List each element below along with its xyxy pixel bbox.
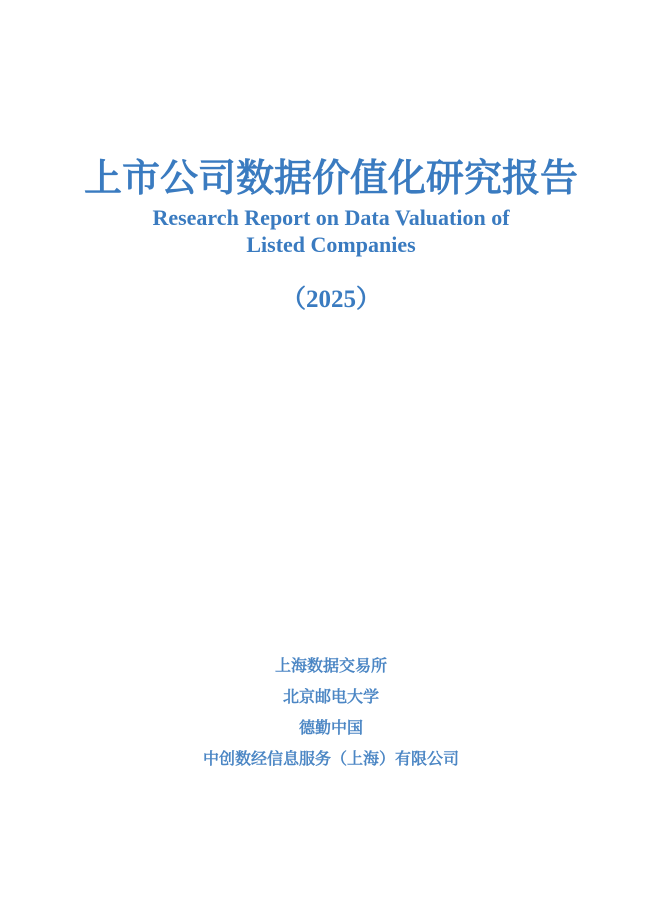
organization-list [0,654,662,778]
organization-deloitte-china: 德勤中国 [298,718,363,737]
organization-zhongchuang-shujing: 中创数经信息服务（上海）有限公司 [202,749,459,768]
organization-shanghai-data-exchange: 上海数据交易所 [274,656,387,675]
title-english-line-2: Listed Companies [246,232,416,257]
title-english-line-1: Research Report on Data Valuation of [152,205,510,230]
report-year: （2025） [280,286,381,313]
title-chinese: 上市公司数据价值化研究报告 [83,155,578,200]
title-english [0,204,662,258]
organization-bupt: 北京邮电大学 [282,687,379,706]
